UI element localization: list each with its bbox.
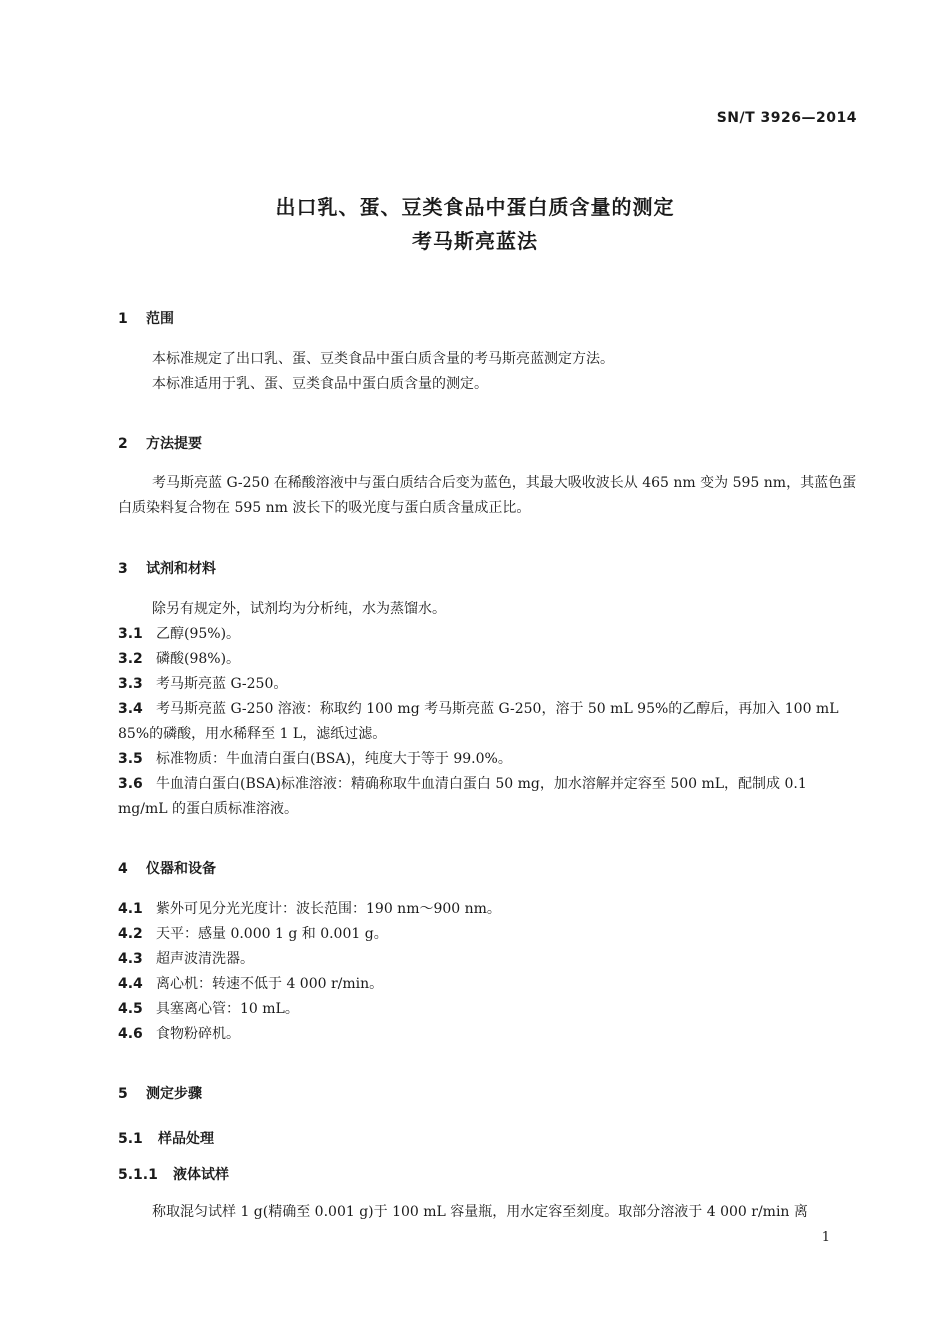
list-item: 4.3 超声波清洗器。 [118, 951, 254, 967]
section-2 [118, 433, 858, 521]
list-item: 4.1 紫外可见分光光度计：波长范围：190 nm～900 nm。 [118, 901, 501, 917]
list-item: 4.5 具塞离心管：10 mL。 [118, 1001, 299, 1017]
list-item: 4.2 天平：感量 0.000 1 g 和 0.001 g。 [118, 926, 388, 942]
list-item: 3.2 磷酸(98%)。 [118, 651, 241, 667]
list-item: 4.6 食物粉碎机。 [118, 1026, 240, 1042]
section-1 [118, 308, 858, 397]
section-heading: 2 方法提要 [118, 436, 202, 452]
paragraph: 本标准规定了出口乳、蛋、豆类食品中蛋白质含量的考马斯亮蓝测定方法。 [152, 351, 614, 367]
paragraph: 除另有规定外，试剂均为分析纯，水为蒸馏水。 [152, 601, 446, 617]
list-item: 3.3 考马斯亮蓝 G-250。 [118, 676, 288, 692]
section-5 [118, 1083, 858, 1225]
section-heading: 4 仪器和设备 [118, 861, 216, 877]
section-heading: 1 范围 [118, 311, 174, 327]
standard-code: SN/T 3926—2014 [716, 110, 857, 126]
document-title [0, 190, 950, 258]
section-4 [118, 858, 858, 1047]
title-line-2: 考马斯亮蓝法 [412, 229, 538, 253]
paragraph: 本标准适用于乳、蛋、豆类食品中蛋白质含量的测定。 [152, 376, 488, 392]
list-item: 3.1 乙醇(95%)。 [118, 626, 241, 642]
page-number: 1 [821, 1230, 830, 1245]
list-item: 3.5 标准物质：牛血清白蛋白(BSA)，纯度大于等于 99.0%。 [118, 751, 512, 767]
title-line-1: 出口乳、蛋、豆类食品中蛋白质含量的测定 [275, 195, 675, 219]
section-heading: 3 试剂和材料 [118, 561, 216, 577]
subsection-heading: 5.1 样品处理 [118, 1131, 214, 1147]
list-item: 4.4 离心机：转速不低于 4 000 r/min。 [118, 976, 384, 992]
section-3 [118, 558, 858, 822]
section-heading: 5 测定步骤 [118, 1086, 202, 1102]
list-item: 3.4 考马斯亮蓝 G-250 溶液：称取约 100 mg 考马斯亮蓝 G-250，溶于 50 mL 95%的乙醇后，再加入 100 mL 85%的磷酸，用水稀释至 1 L，滤纸过滤。 [118, 701, 839, 742]
paragraph: 考马斯亮蓝 G-250 在稀酸溶液中与蛋白质结合后变为蓝色，其最大吸收波长从 465 nm 变为 595 nm，其蓝色蛋白质染料复合物在 595 nm 波长下的吸光度与蛋白质含量成正比。 [118, 475, 857, 516]
subsubsection-heading: 5.1.1 液体试样 [118, 1167, 229, 1183]
list-item: 3.6 牛血清白蛋白(BSA)标准溶液：精确称取牛血清白蛋白 50 mg，加水溶解并定容至 500 mL，配制成 0.1 mg/mL 的蛋白质标准溶液。 [118, 776, 807, 817]
paragraph: 称取混匀试样 1 g(精确至 0.001 g)于 100 mL 容量瓶，用水定容至刻度。取部分溶液于 4 000 r/min 离 [152, 1204, 808, 1220]
